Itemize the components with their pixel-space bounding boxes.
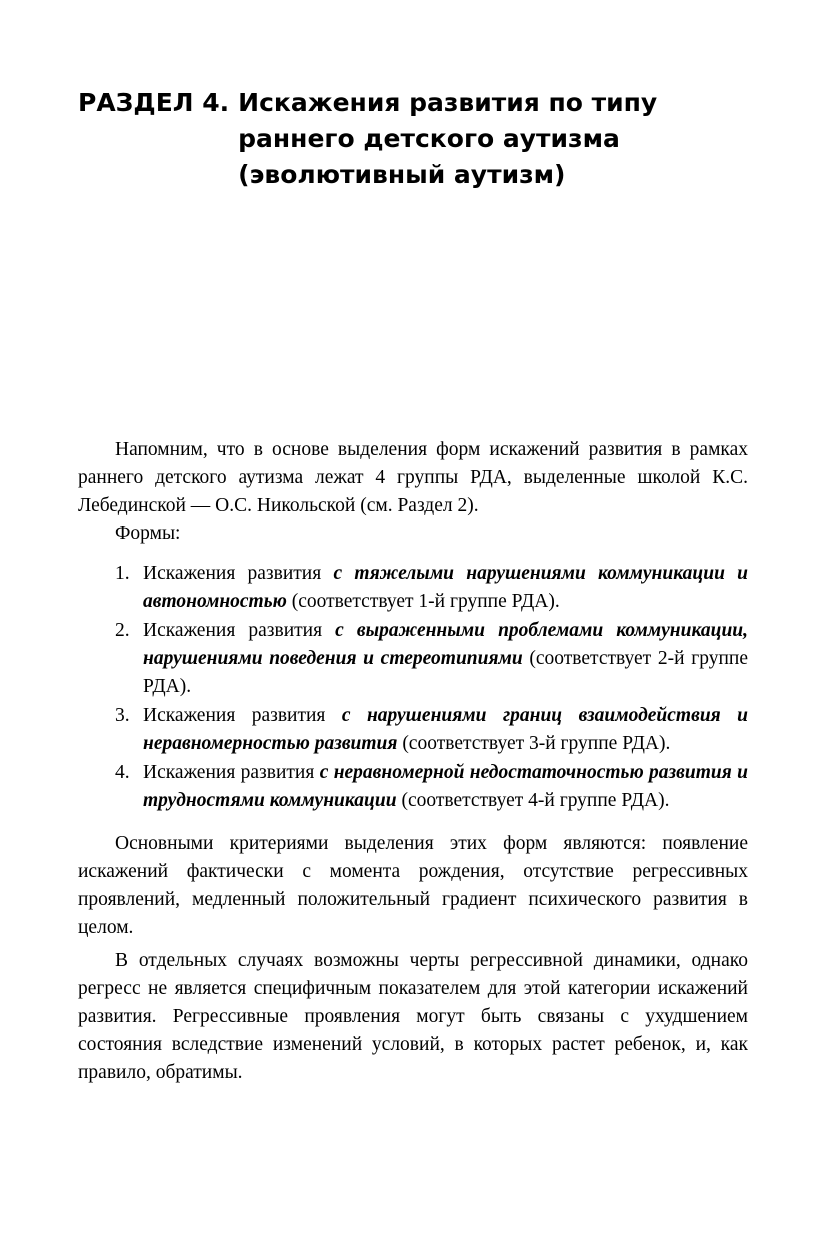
section-title-line: Искажения развития по типу [238,88,658,117]
list-item [78,617,748,701]
criteria-paragraph: Основными критериями выделения этих форм являются: появление искажений фактически с момента рождения, отсутствие регрессивных проявлений, медленный положительный градиент психического развития в целом. [78,833,748,938]
list-item [78,560,748,616]
list-item-number: 4. [115,762,130,783]
list-item-text-emphasis: с выраженными проблемами коммуникации, нарушениями поведения и стереотипиями [143,620,749,669]
list-item-text-post: (соответствует 3-й группе РДА). [397,733,671,754]
section-title-line: раннего детского аутизма [238,124,620,153]
list-item-text-post: (соответствует 4-й группе РДА). [396,790,670,811]
page-body [78,436,748,1087]
list-item-text-pre: Искажения развития [143,563,334,584]
list-item-text [143,617,748,701]
list-item-text-post: (соответствует 1-й группе РДА). [286,591,560,612]
section-title [78,85,748,193]
list-item-text-pre: Искажения развития [143,620,336,641]
list-item-text [143,560,748,616]
list-item-number: 3. [115,705,130,726]
list-item-number: 2. [115,620,130,641]
regression-paragraph: В отдельных случаях возможны черты регрессивной динамики, однако регресс не является специфичным показателем для этой категории искажений развития. Регрессивные проявления могут быть связаны с ухудшением состояния вследствие изменений условий, в которых растет ребенок, и, как правило, обратимы. [78,950,748,1083]
list-item-text [143,759,748,815]
list-item-text-emphasis: с нарушениями границ взаимодействия и неравномерностью развития [143,705,748,754]
list-item [78,702,748,758]
list-item-text-pre: Искажения развития [143,762,320,783]
section-title-number: РАЗДЕЛ 4. [78,88,230,117]
section-title-line: (эволютивный аутизм) [238,160,566,189]
list-item-text-emphasis: с тяжелыми нарушениями коммуникации и автономностью [143,563,748,612]
list-item [78,759,748,815]
intro-paragraph: Напомним, что в основе выделения форм искажений развития в рамках раннего детского аутизма лежат 4 группы РДА, выделенные школой К.С. Лебединской — О.С. Никольской (см. Раздел 2). [78,439,748,516]
list-item-number: 1. [115,563,130,584]
list-item-text-pre: Искажения развития [143,705,342,726]
section-title-text [238,85,657,193]
list-item-text-emphasis: с неравномерной недостаточностью развития и трудностями коммуникации [143,762,748,811]
forms-label: Формы: [115,523,181,544]
list-item-text [143,702,748,758]
list-item-text-post: (соответствует 2-й группе РДА). [143,648,748,697]
forms-list [78,560,748,815]
